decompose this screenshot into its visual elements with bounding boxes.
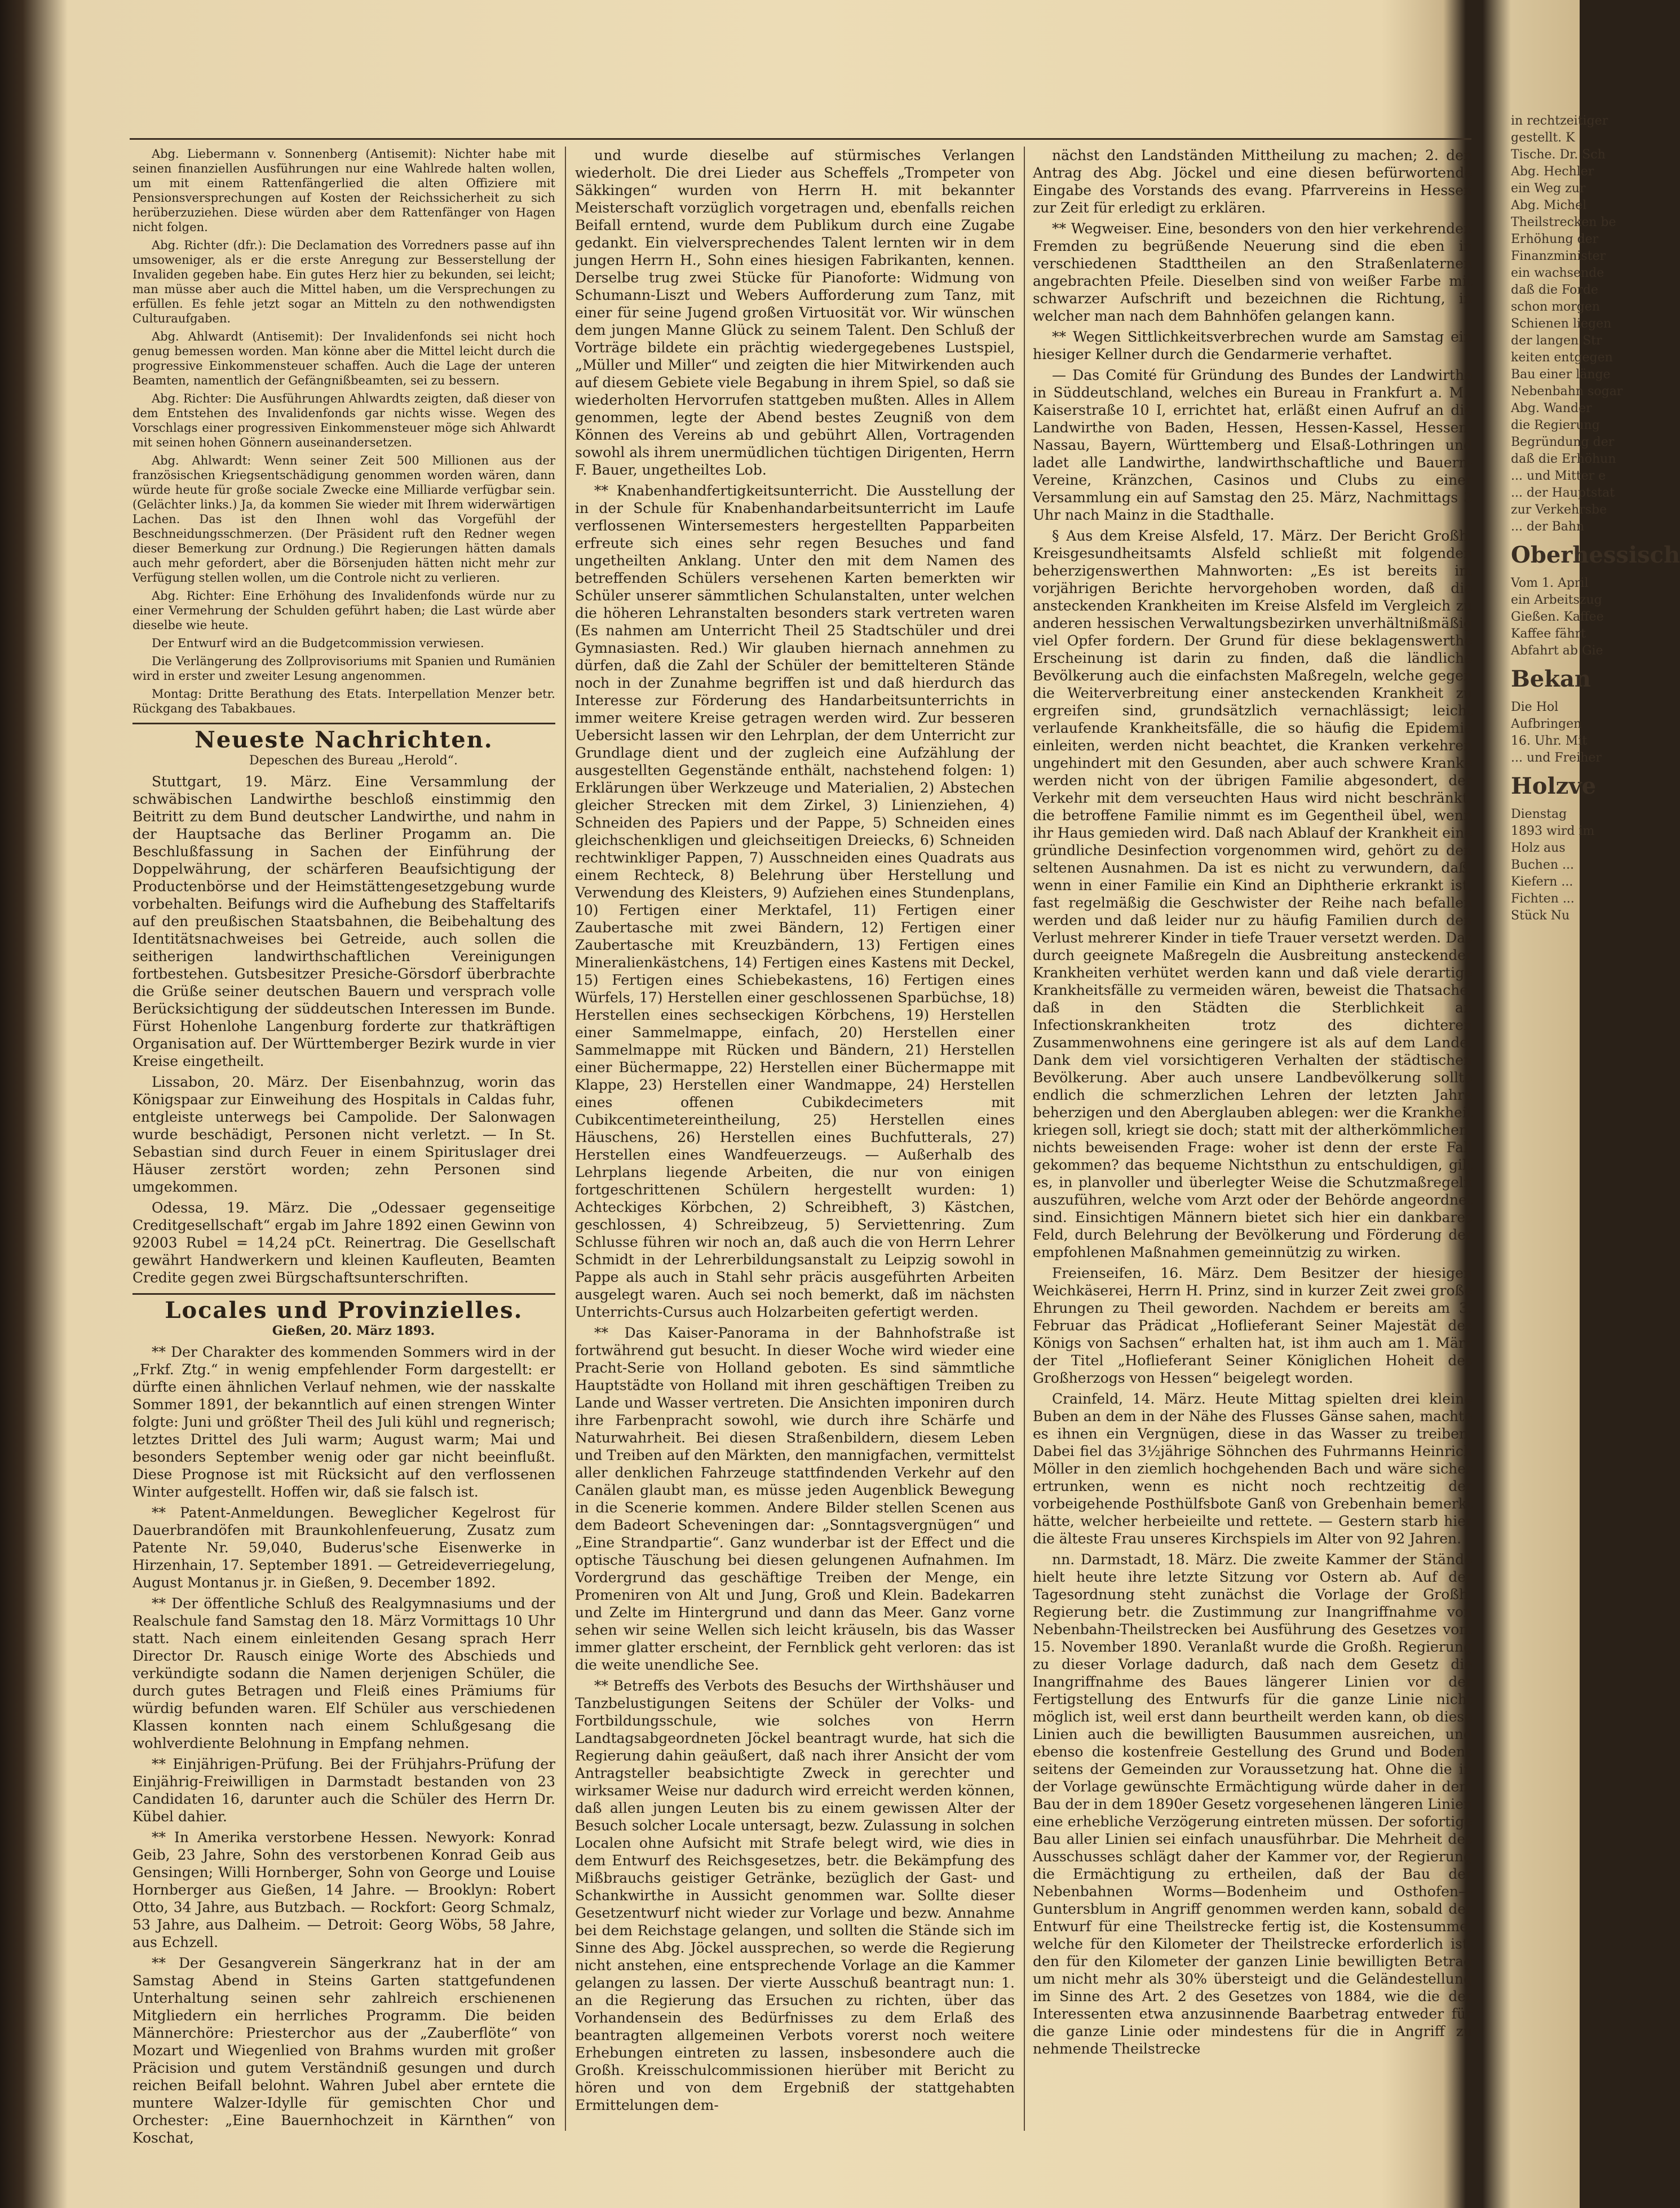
paragraph: Odessa, 19. März. Die „Odessaer gegenseitige Creditgesellschaft“ ergab im Jahre 1892 einen Gewinn von 92003 Rubel = 14,24 pCt. Reinertrag. Die Gesellschaft gewährt Handwerkern und kleinen Kaufleuten, Beamten Credite gegen zwei Bürgschaftsunterschriften. [132, 1200, 555, 1286]
strip-line: daß die Erhöhun [1511, 452, 1616, 466]
strip-line: daß die Forde [1511, 283, 1598, 297]
strip-line: in rechtzeitiger [1511, 114, 1608, 128]
strip-line: Die Hol [1511, 700, 1559, 714]
paragraph: ** Betreffs des Verbots des Besuchs der Wirthshäuser und Tanzbelustigungen Seitens der Schüler der Volks- und Fortbildungsschule, wie solches von Herrn Landtagsabgeordneten Jöckel beantragt wurde, hat sich die Regierung dahin geäußert, daß nach ihrer Ansicht der vom Antragsteller beabsichtigte Zweck in gerechter und wirksamer Weise nur dadurch wird erreicht werden können, daß allen jungen Leuten bis zu einem gewissen Alter der Besuch solcher Locale untersagt, bezw. Zulassung in solchen Localen ohne Aufsicht mit Strafe belegt wird, wie dies in dem Entwurf des Reichsgesetzes, betr. die Bekämpfung des Mißbrauchs geistiger Getränke, bezüglich der Gast- und Schankwirthe in Aussicht genommen war. Sollte dieser Gesetzentwurf nicht wieder zur Vorlage und bezw. Annahme bei dem Reichstage gelangen, und sollten die Stände sich im Sinne des Abg. Jöckel aussprechen, so werde die Regierung nicht anstehen, eine entsprechende Vorlage an die Kammer gelangen zu lassen. Der vierte Ausschuß beantragt nun: 1. an die Regierung das Ersuchen zu richten, über das Vorhandensein des Bedürfnisses zu dem Erlaß des beantragten allgemeinen Verbots vorerst noch weitere Erhebungen eintreten zu lassen, insbesondere auch die Großh. Kreisschulcommissionen hierüber mit Bericht zu hören und von dem Ergebniß der stattgehabten Ermittelungen dem- [575, 1678, 1015, 2113]
paragraph: ** Der öffentliche Schluß des Realgymnasiums und der Realschule fand Samstag den 18. März Vormittags 10 Uhr statt. Nach einem einleitenden Gesang sprach Herr Director Dr. Rausch einige Worte des Abschieds und verkündigte sodann die Namen derjenigen Schüler, die durch gutes Betragen und Fleiß eines Prämiums für würdig befunden waren. Elf Schüler aus verschiedenen Klassen konnten nach einem Schlußgesang die wohlverdiente Belohnung in Empfang nehmen. [132, 1595, 555, 1751]
paragraph: ** Wegweiser. Eine, besonders von den hier verkehrenden Fremden zu begrüßende Neuerung sind die eben in verschiedenen Stadttheilen an den Straßenlaternen angebrachten Pfeile. Dieselben sind von weißer Farbe mit schwarzer Aufschrift und bezeichnen die Richtung, in welcher man nach dem Bahnhöfen gelangen kann. [1033, 220, 1473, 324]
paragraph: und wurde dieselbe auf stürmisches Verlangen wiederholt. Die drei Lieder aus Scheffels „Trompeter von Säkkingen“ wurden von Herrn H. mit bekannter Meisterschaft vorzüglich vorgetragen und, ebenfalls reichen Beifall erntend, wurde dem Publikum durch eine Zugabe gedankt. Ein vielversprechendes Talent lernten wir in dem jungen Herrn H., Sohn eines hiesigen Fabrikanten, kennen. Derselbe trug zwei Stücke für Pianoforte: Widmung von Schumann-Liszt und Webers Aufforderung zum Tanz, mit einer für seine Jugend großen Virtuosität vor. Wir wünschen dem jungen Manne Glück zu seinem Talent. Den Schluß der Vorträge bildete ein prächtig wiedergegebenes Lustspiel, „Müller und Miller“ und zeigten die hier Mitwirkenden auch auf diesem Gebiete viele Begabung in ihrem Spiel, so daß sie wiederholten Hervorrufen stattgeben mußten. Alles in Allem genommen, legte der Abend bestes Zeugniß von dem Können des Vereins ab und gebührt Allen, Vortragenden sowohl als ihrem unermüdlichen tüchtigen Dirigenten, Herrn F. Bauer, ungetheiltes Lob. [575, 147, 1015, 478]
paragraph: Stuttgart, 19. März. Eine Versammlung der schwäbischen Landwirthe beschloß einstimmig den Beitritt zu dem Bund deutscher Landwirthe, und nahm in der Hauptsache das Berliner Progamm an. Die Beschlußfassung in Sachen der Einführung der Doppelwährung, der schärferen Beaufsichtigung der Productenbörse und der Heimstättengesetzgebung wurde vorbehalten. Beifungs wird die Aufhebung des Staffeltarifs auf den preußischen Staatsbahnen, die Beibehaltung des Identitätsnachweises bei Getreide, auch sollen die seitherigen landwirthschaftlichen Vereinigungen fortbestehen. Gutsbesitzer Presiche-Görsdorf überbrachte die Grüße seiner deutschen Bauern und versprach volle Berücksichtigung der süddeutschen Interessen im Bunde. Fürst Hohenlohe Langenburg forderte zur thatkräftigen Organisation auf. Der Württemberger Bezirk wurde in vier Kreise eingetheilt. [132, 773, 555, 1069]
strip-heading: Bekan [1511, 666, 1591, 692]
paragraph: — Das Comité für Gründung des Bundes der Landwirthe in Süddeutschland, welches ein Bureau in Frankfurt a. M., Kaiserstraße 10 I, errichtet hat, erläßt einen Aufruf an die Landwirthe von Baden, Hessen, Hessen-Kassel, Hessen-Nassau, Bayern, Württemberg und Elsaß-Lothringen und ladet alle Landwirthe, landwirthschaftliche und Bauern-Vereine, Kränzchen, Casinos und Clubs zu einer Versammlung ein auf Samstag den 25. März, Nachmittags 3 Uhr nach Mainz in die Stadthalle. [1033, 367, 1473, 523]
paragraph: ** In Amerika verstorbene Hessen. Newyork: Konrad Geib, 23 Jahre, Sohn des verstorbenen Konrad Geib aus Gensingen; Willi Hornberger, Sohn von George und Louise Hornberger aus Gießen, 14 Jahre. — Brooklyn: Robert Otto, 34 Jahre, aus Butzbach. — Rockfort: Georg Schmalz, 53 Jahre, aus Dalheim. — Detroit: Georg Wöbs, 58 Jahre, aus Echzell. [132, 1829, 555, 1950]
strip-line: schon morgen [1511, 300, 1601, 314]
strip-line: die Regierung [1511, 418, 1600, 432]
paragraph: ** Einjährigen-Prüfung. Bei der Frühjahrs-Prüfung der Einjährig-Freiwilligen in Darmstadt bestanden von 23 Candidaten 16, darunter auch die Schüler des Herrn Dr. Kübel dahier. [132, 1756, 555, 1825]
strip-line: ein Arbeitszug [1511, 593, 1602, 607]
strip-line: Fichten ... [1511, 892, 1575, 906]
strip-line: keiten entgegen [1511, 351, 1613, 365]
strip-line: der langen Str [1511, 334, 1602, 348]
strip-line: Vom 1. April [1511, 576, 1589, 590]
column-divider-2 [1024, 147, 1025, 2131]
strip-line: Nebenbahn sogar [1511, 384, 1623, 399]
paragraph: ** Der Gesangverein Sängerkranz hat in der am Samstag Abend in Steins Garten stattgefundenen Unterhaltung seinen sehr zahlreich erschienenen Mitgliedern ein herrliches Programm. Die beiden Männerchöre: Priesterchor aus der „Zauberflöte“ von Mozart und Wiegenlied von Brahms wurden mit großer Präcision und gutem Verständniß gesungen und durch reichen Beifall belohnt. Wahren Jubel aber erntete die muntere Walzer-Idylle für gemischten Chor und Orchester: „Eine Bauernhochzeit in Kärnthen“ von Koschat, [132, 1955, 555, 2146]
paragraph: Abg. Ahlwardt: Wenn seiner Zeit 500 Millionen aus der französischen Kriegsentschädigung genommen worden wären, dann würde heute für große sociale Zwecke eine Milliarde verfügbar sein. (Gelächter links.) Ja, da kommen Sie wieder mit Ihrem widerwärtigen Lachen. Das ist den Ihnen wohl das Vorgefühl der Beschneidungsschmerzen. (Der Präsident ruft den Redner wegen dieser Bemerkung zur Ordnung.) Die Regierungen hätten damals auch mehr gefordert, aber die Börsenjuden hätten nicht mehr zur Verfügung stellen wollen, um die Controle nicht zu verlieren. [132, 454, 555, 585]
paragraph: Abg. Ahlwardt (Antisemit): Der Invalidenfonds sei nicht hoch genug bemessen worden. Man könne aber die Mittel leicht durch die progressive Einkommensteuer schaffen. Auch die Lage der unteren Beamten, namentlich der Gefängnißbeamten, sei zu bessern. [132, 330, 555, 387]
paragraph: ** Knabenhandfertigkeitsunterricht. Die Ausstellung der in der Schule für Knabenhandarbeitsunterricht im Laufe verflossenen Wintersemesters hergestellten Papparbeiten erfreute sich eines sehr regen Besuches und fand ungetheilten Anklang. Unter den mit dem Namen des betreffenden Schülers versehenen Karten bemerkten wir Schüler unserer sämmtlichen Schulanstalten, unter welchen die höheren Lehranstalten besonders stark vertreten waren (Es nahmen am Unterricht Theil 25 Stadtschüler und drei Gymnasiasten. Red.) Wir glauben hiernach annehmen zu dürfen, daß die Zahl der Schüler der bemittelteren Stände noch in der Zunahme begriffen ist und daß hierdurch das Interesse zur Förderung des Handarbeitsunterrichts in immer weitere Kreise getragen werden wird. Zur besseren Uebersicht lassen wir den Lehrplan, der dem Unterricht zur Grundlage dient und der zugleich eine Aufzählung der ausgestellten Gegenstände enthält, nachstehend folgen: 1) Erklärungen über Werkzeuge und Materialien, 2) Abstechen gleicher Strecken mit dem Zirkel, 3) Linienziehen, 4) Schneiden des Papiers und der Pappe, 5) Schneiden eines gleichschenkligen und gleichseitigen Dreiecks, 6) Schneiden rechtwinkliger Pappen, 7) Ausschneiden eines Quadrats aus einem Rechteck, 8) Belehrung über Herstellung und Verwendung des Kleisters, 9) Aufziehen eines Stundenplans, 10) Fertigen einer Merktafel, 11) Fertigen einer Zaubertasche mit zwei Bändern, 12) Fertigen einer Zaubertasche mit Kreuzbändern, 13) Fertigen eines Mineralienkästchens, 14) Fertigen eines Kastens mit Deckel, 15) Fertigen eines Schiebekastens, 16) Fertigen eines Würfels, 17) Herstellen einer geschlossenen Sparbüchse, 18) Herstellen eines sechseckigen Körbchens, 19) Herstellen einer Sammelmappe, einfach, 20) Herstellen einer Sammelmappe mit Rücken und Bändern, 21) Herstellen einer Büchermappe, 22) Herstellen einer Büchermappe mit Klappe, 23) Herstellen einer Wandmappe, 24) Herstellen eines offenen Cubikdecimeters mit Cubikcentimetereintheilung, 25) Herstellen eines Häuschens, 26) Herstellen eines Buchfutterals, 27) Herstellen eines Wandfeuerzeugs. — Außerhalb des Lehrplans liegende Arbeiten, die nur von einigen fortgeschrittenen Schülern hergestellt wurden: 1) Achteckiges Körbchen, 2) Schreibheft, 3) Kästchen, geschlossen, 4) Schreibzeug, 5) Serviettenring. Zum Schlusse führen wir noch an, daß auch die von Herrn Lehrer Schmidt in der Lehrerbildungsanstalt zu Leipzig sowohl in Pappe als auch in Stahl sehr präcis ausgeführten Arbeiten ausgelegt waren. Auch sei noch bemerkt, daß im nächsten Unterrichts-Cursus auch Holzarbeiten gefertigt werden. [575, 483, 1015, 1320]
paragraph: ** Das Kaiser-Panorama in der Bahnhofstraße ist fortwährend gut besucht. In dieser Woche wird wieder eine Pracht-Serie von Holland geboten. Es sind sämmtliche Hauptstädte von Holland mit ihren geschäftigen Treiben zu Lande und Wasser vertreten. Die Ansichten imponiren durch ihre Farbenpracht sowohl, wie durch ihre Schärfe und Naturwahrheit. Bei diesen Straßenbildern, diesem Leben und Treiben auf den Märkten, den mannigfachen, vermittelst aller denklichen Fahrzeuge stattfindenden Verkehr auf den Canälen glaubt man, es müsse jeden Augenblick Bewegung in die Scenerie kommen. Andere Bilder stellen Scenen aus dem Badeort Scheveningen dar: „Sonntagsvergnügen“ und „Eine Strandpartie“. Ganz wunderbar ist der Effect und die optische Täuschung bei diesen gelungenen Aufnahmen. Im Vordergrund das geschäftige Treiben der Menge, ein Promeniren von Alt und Jung, Groß und Klein. Badekarren und Zelte im Hintergrund und dann das Meer. Ganz vorne sehen wir seine Wellen sich leicht kräuseln, bis das Wasser immer glatter erscheint, der Fernblick geht verloren: das ist die weite unendliche See. [575, 1325, 1015, 1673]
strip-line: Schienen liegen [1511, 317, 1612, 331]
paragraph: Freienseifen, 16. März. Dem Besitzer der hiesigen Weichkäserei, Herrn H. Prinz, sind in kurzer Zeit zwei große Ehrungen zu Theil geworden. Nachdem er bereits am 3. Februar das Prädicat „Hoflieferant Seiner Majestät des Königs von Sachsen“ erhalten hat, ist ihm auch am 1. März der Titel „Hoflieferant Seiner Königlichen Hoheit des Großherzogs von Hessen“ beigelegt worden. [1033, 1265, 1473, 1386]
adjacent-page-strip [1511, 113, 1680, 2086]
strip-line: ... und Freiher [1511, 751, 1602, 765]
strip-line: ... und Mitter e [1511, 469, 1606, 483]
local-dateline: Gießen, 20. März 1893. [272, 1324, 435, 1338]
strip-line: 16. Uhr. Mit [1511, 734, 1588, 748]
strip-line: Tische. Dr. Sch [1511, 148, 1606, 162]
strip-line: Kiefern ... [1511, 875, 1573, 889]
paragraph: Die Verlängerung des Zollprovisoriums mit Spanien und Rumänien wird in erster und zweiter Lesung angenommen. [132, 654, 555, 683]
paragraph: Abg. Liebermann v. Sonnenberg (Antisemit): Nichter habe mit seinen finanziellen Ausführungen nur eine Wahlrede halten wollen, um mit einem Rattenfängerlied die alten Offiziere mit Pensionsversprechungen auf Kosten der Reichssicherheit zu sich herüberzuziehen. Diese würden aber dem Rattenfänger von Hagen nicht folgen. [132, 147, 555, 234]
strip-line: Holz aus [1511, 841, 1566, 855]
strip-line: Dienstag [1511, 807, 1567, 821]
paragraph: ** Patent-Anmeldungen. Beweglicher Kegelrost für Dauerbrandöfen mit Braunkohlenfeuerung, Zusatz zum Patente Nr. 59,040, Buderus'sche Eisenwerke in Hirzenhain, 17. September 1891. — Getreideverriegelung, August Montanus jr. in Gießen, 9. December 1892. [132, 1505, 555, 1591]
strip-line: Buchen ... [1511, 858, 1574, 872]
paragraph: Abg. Richter: Die Ausführungen Ahlwardts zeigten, daß dieser von dem Entstehen des Invalidenfonds gar nichts wisse. Wegen des Vorschlags einer progressiven Einkommensteuer möge sich Ahlwardt mit seinen hohen Gönnern auseinandersetzen. [132, 392, 555, 449]
news-subheading: Depeschen des Bureau „Herold“. [249, 754, 458, 768]
paragraph: Lissabon, 20. März. Der Eisenbahnzug, worin das Königspaar zur Einweihung des Hospitals in Caldas fuhr, entgleiste unterwegs bei Campolide. Der Salonwagen wurde beschädigt, Personen nicht verletzt. — In St. Sebastian sind durch Feuer in einem Spirituslager drei Häuser zerstört worden; zehn Personen sind umgekommen. [132, 1074, 555, 1195]
paragraph: Montag: Dritte Berathung des Etats. Interpellation Menzer betr. Rückgang des Tabakbaues. [132, 687, 555, 715]
parliament-report [132, 147, 555, 716]
strip-line: Theilstrecken be [1511, 215, 1616, 229]
column-1 [132, 147, 555, 2146]
paragraph: ** Wegen Sittlichkeitsverbrechen wurde am Samstag ein hiesiger Kellner durch die Gendarmerie verhaftet. [1033, 329, 1473, 362]
strip-heading: Holzve [1511, 773, 1597, 799]
strip-line: gestellt. K [1511, 131, 1575, 145]
strip-line: 1893 wird im [1511, 824, 1595, 838]
paragraph: Der Entwurf wird an die Budgetcommission verwiesen. [152, 636, 484, 650]
strip-line: Abg. Michel [1511, 198, 1587, 213]
strip-line: ... der Hauptstat [1511, 486, 1615, 500]
paragraph: nächst den Landständen Mittheilung zu machen; 2. den Antrag des Abg. Jöckel und eine diesen befürwortende Eingabe des Vorstands des evang. Pfarrvereins in Hessen zur Zeit für erledigt zu erklären. [1033, 147, 1473, 216]
strip-line: Finanzminister [1511, 249, 1606, 263]
top-rule [130, 138, 1471, 140]
strip-line: ein wachsende [1511, 266, 1604, 280]
column-2 [575, 147, 1015, 2153]
news-heading: Neueste Nachrichten. [194, 727, 493, 753]
strip-line: Stück Nu [1511, 909, 1570, 923]
local-heading: Locales und Provinzielles. [165, 1297, 523, 1324]
strip-line: Begründung der [1511, 435, 1615, 449]
strip-line: Bau einer länge [1511, 368, 1611, 382]
strip-line: Abg. Hechler [1511, 165, 1594, 179]
strip-line: Aufbringen [1511, 717, 1582, 731]
strip-line: ein Weg zur [1511, 182, 1586, 196]
column-divider-1 [565, 147, 566, 2131]
paragraph: Abg. Richter: Eine Erhöhung des Invalidenfonds würde nur zu einer Vermehrung der Schulden geführt haben; die Last würde aber dieselbe wie heute. [132, 589, 555, 632]
strip-line: Gießen. Kaffee [1511, 610, 1604, 624]
newspaper-page [68, 34, 1473, 2187]
paragraph: nn. Darmstadt, 18. März. Die zweite Kammer der Stände hielt heute ihre letzte Sitzung vor Ostern ab. Auf der Tagesordnung steht zunächst die Vorlage der Großh. Regierung betr. die Zustimmung zur Inangriffnahme von Nebenbahn-Theilstrecken bei Ausführung des Gesetzes vom 15. November 1890. Veranlaßt wurde die Großh. Regierung zu dieser Vorlage dadurch, daß nach dem Gesetz die Inangriffnahme des Baues längerer Linien vor der Fertigstellung des Entwurfs für die ganze Linie nicht möglich ist, weil erst dann beurtheilt werden kann, ob diese Linien auch die bewilligten Bausummen ausreichen, und ebenso die kostenfreie Gestellung des Grund und Bodens seitens der Gemeinden zur Voraussetzung hat. Ohne die in der Vorlage gewünschte Ermächtigung würde daher in dem Bau der in dem 1890er Gesetz vorgesehenen längeren Linien eine erhebliche Verzögerung eintreten müssen. Der sofortige Bau aller Linien sei einfach unausführbar. Die Mehrheit des Ausschusses schlägt daher der Kammer vor, der Regierung die Ermächtigung zu ertheilen, daß der Bau der Nebenbahnen Worms—Bodenheim und Osthofen—Guntersblum in Angriff genommen werden kann, sobald der Entwurf für eine Theilstrecke fertig ist, die Kostensumme, welche für den Kilometer der Theilstrecke erforderlich ist, den für den Kilometer der ganzen Linie bewilligten Betrag um nicht mehr als 30% übersteigt und die Geländestellung im Sinne des Art. 2 des Gesetzes von 1884, wie die der Interessenten etwa anzusinnende Baarbetrag entweder für die ganze Linie oder mindestens für die in Angriff zu nehmende Theilstrecke [1033, 1551, 1473, 2057]
strip-line: Abg. Wander [1511, 401, 1592, 415]
paragraph: Crainfeld, 14. März. Heute Mittag spielten drei kleine Buben an dem in der Nähe des Flusses Gänse sahen, machte es ihnen ein Vergnügen, diese in das Wasser zu treiben. Dabei fiel das 3½jährige Söhnchen des Fuhrmanns Heinrich Möller in den ziemlich hochgehenden Bach und wäre sicher ertrunken, wenn es nicht noch rechtzeitig der vorbeigehende Posthülfsbote Ganß von Grebenhain bemerkt hätte, welcher herbeieilte und rettete. — Gestern starb hier die älteste Frau unseres Kirchspiels im Alter von 92 Jahren. [1033, 1391, 1473, 1547]
strip-line: Abfahrt ab Gie [1511, 644, 1603, 658]
strip-heading: Oberhessisch [1511, 542, 1680, 568]
strip-line: zur Verkehrsbe [1511, 503, 1607, 517]
column-3 [1033, 147, 1473, 2153]
strip-line: Erhöhung der [1511, 232, 1599, 246]
strip-line: ... der Bahn [1511, 520, 1585, 534]
paragraph: § Aus dem Kreise Alsfeld, 17. März. Der Bericht Großh. Kreisgesundheitsamts Alsfeld schließt mit folgenden beherzigenswerthen Mahnworten: „Es ist bereits im vorjährigen Berichte hervorgehoben worden, daß die ansteckenden Krankheiten im Kreise Alsfeld im Vergleich zu anderen hessischen Verwaltungsbezirken unverhältnißmäßig viel Opfer fordern. Der Grund für diese beklagenswerthe Erscheinung ist darin zu finden, daß die ländliche Bevölkerung auch die einfachsten Maßregeln, welche gegen die Weiterverbreitung einer ansteckenden Krankheit zu ergreifen sind, grundsätzlich vernachlässigt; leicht verlaufende Krankheitsfälle, die so häufig die Epidemie einleiten, werden nicht beachtet, die Kranken verkehren ungehindert mit den Gesunden, aber auch schwere Kranke werden nicht von der übrigen Familie abgesondert, der Verkehr mit dem verseuchten Haus wird nicht beschränkt, die betroffene Familie nimmt es im Gegentheil übel, wenn ihr Haus gemieden wird. Daß nach Ablauf der Krankheit eine gründliche Desinfection vorgenommen wird, gehört zu den seltenen Ausnahmen. Da ist es nicht zu verwundern, daß, wenn in einer Familie ein Kind an Diphtherie erkrankt ist, fast regelmäßig die Geschwister der Reihe nach befallen werden und daß leider nur zu häufig Familien durch den Verlust mehrerer Kinder in tiefe Trauer versetzt werden. Das durch geeignete Maßregeln die Ausbreitung ansteckender Krankheiten verhütet werden kann und daß viele derartige Krankheitsfälle zu vermeiden wären, beweist die Thatsache, daß in den Städten die Sterblichkeit an Infectionskrankheiten trotz des dichteren Zusammenwohnens eine geringere ist als auf dem Lande, Dank dem viel vorsichtigeren Verhalten der städtischen Bevölkerung. Aber auch unsere Landbevölkerung sollte endlich die schmerzlichen Lehren der letzten Jahre beherzigen und den Aberglauben ablegen: wer die Krankheit kriegen soll, kriegt sie doch; statt mit der altherkömmlichen, nichts beweisenden Frage: woher ist denn der erste Fall gekommen? das bequeme Nichtsthun zu entschuldigen, gilt es, in planvoller und überlegter Weise die Schutzmaßregeln auszuführen, welche vom Arzt oder der Behörde angeordnet sind. Einsichtigen Männern bietet sich hier ein dankbares Feld, durch Belehrung der Bevölkerung und Förderung der empfohlenen Maßnahmen gemeinnützig zu wirken. [1033, 528, 1473, 1260]
paragraph: ** Der Charakter des kommenden Sommers wird in der „Frkf. Ztg.“ in wenig empfehlender Form dargestellt: er dürfte einen ähnlichen Verlauf nehmen, wie der nasskalte Sommer 1891, der bekanntlich auf einen strengen Winter folgte: Juni und größter Theil des Juli kühl und regnerisch; letztes Drittel des Juli warm; August warm; Mai und besonders September wenig oder gar nicht beeinflußt. Diese Prognose ist mit Rücksicht auf den verflossenen Winter aufgestellt. Hoffen wir, daß sie falsch ist. [132, 1344, 555, 1500]
strip-line: Kaffee fährt [1511, 627, 1586, 641]
paragraph: Abg. Richter (dfr.): Die Declamation des Vorredners passe auf ihn umsoweniger, als er die erste Anregung zur Besserstellung der Invaliden gegeben habe. Ein gutes Herz hier zu bekunden, sei leicht; man müsse aber auch die Mittel haben, um die Versprechungen zu erfüllen. Es fehle jetzt sogar an Mitteln zu den nothwendigsten Culturaufgaben. [132, 238, 555, 325]
